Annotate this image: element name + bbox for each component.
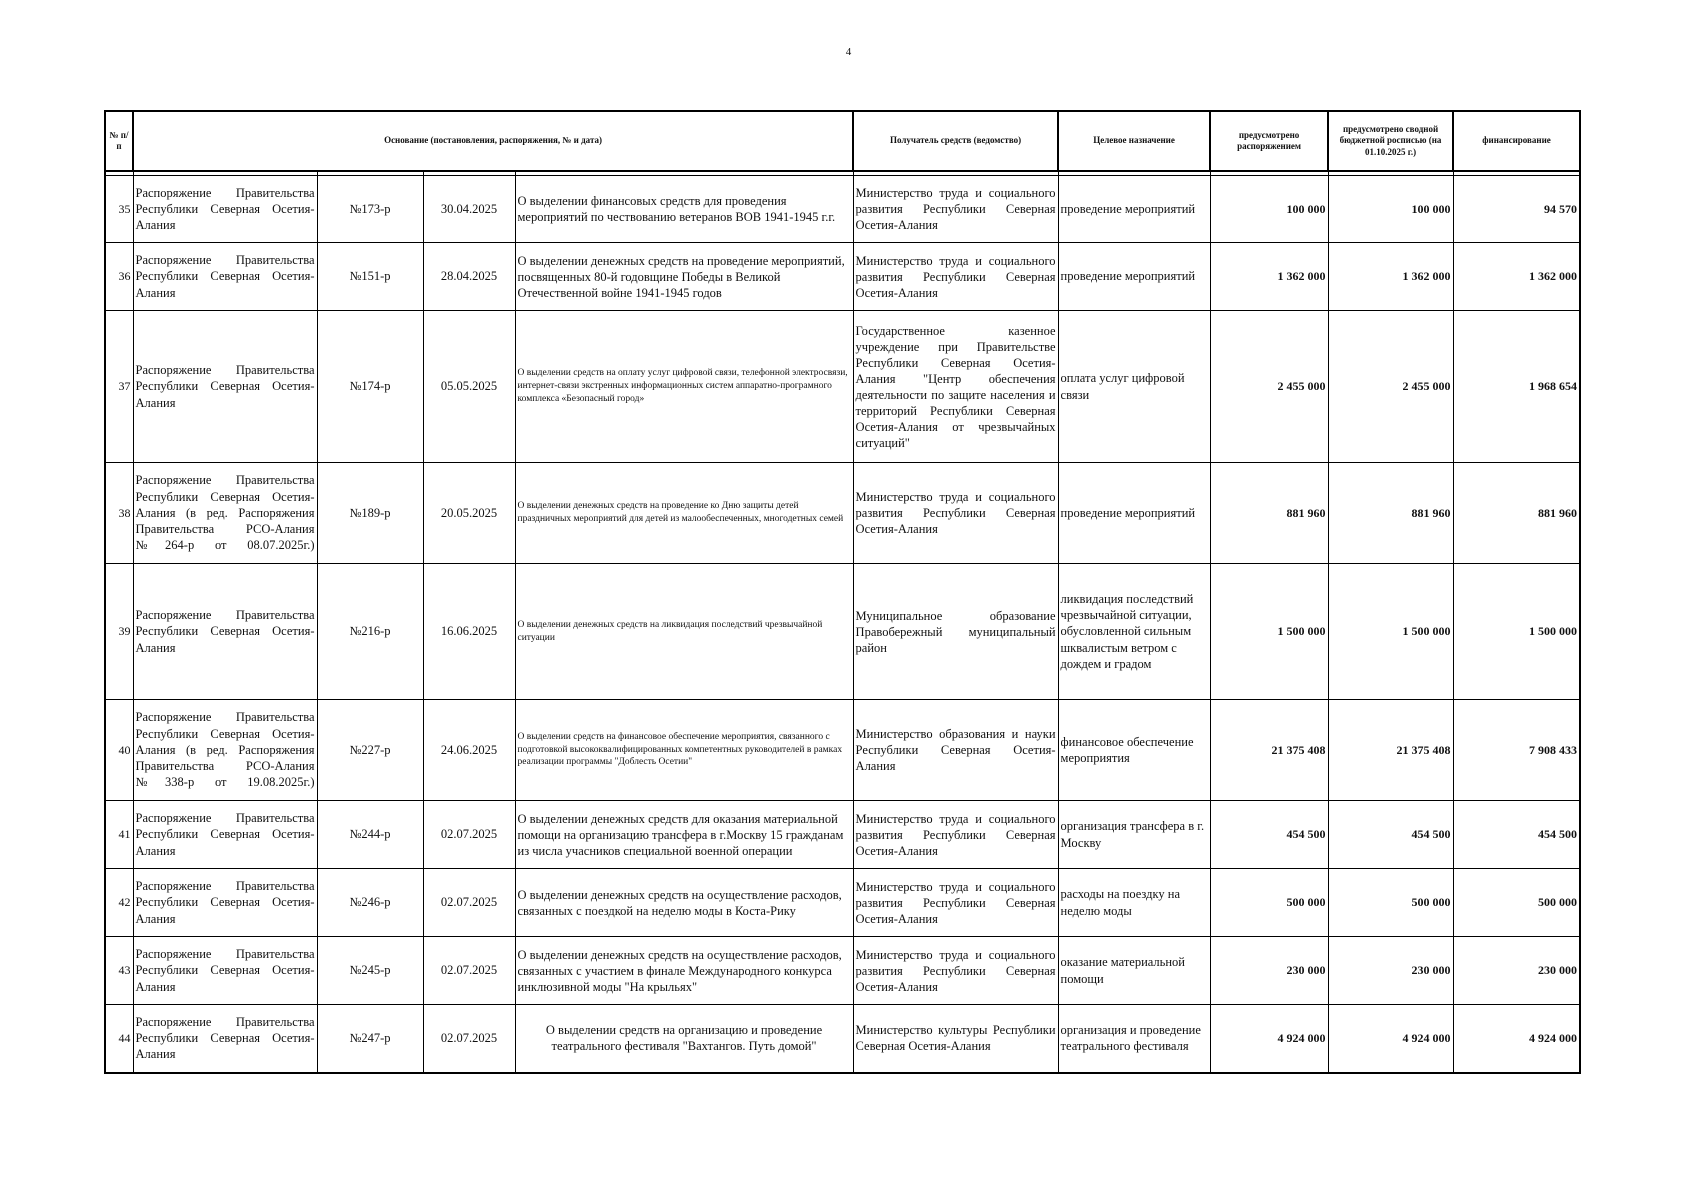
table-row [105, 700, 1580, 801]
basis-cell: Распоряжение Правительства Республики Северная Осетия-Алания [133, 176, 317, 243]
budget-amount: 881 960 [1328, 463, 1453, 564]
financing-amount: 7 908 433 [1453, 700, 1580, 801]
header-basis: Основание (постановления, распоряжения, № и дата) [133, 111, 853, 171]
row-number: 38 [105, 463, 133, 564]
table-row [105, 937, 1580, 1005]
planned-amount: 2 455 000 [1210, 311, 1328, 463]
budget-amount: 1 362 000 [1328, 243, 1453, 311]
recipient-cell: Министерство труда и социального развития Республики Северная Осетия-Алания [853, 176, 1058, 243]
document-number: №189-р [317, 463, 423, 564]
recipient-cell: Министерство культуры Республики Северная Осетия-Алания [853, 1005, 1058, 1073]
basis-cell: Распоряжение Правительства Республики Северная Осетия-Алания [133, 311, 317, 463]
financing-amount: 230 000 [1453, 937, 1580, 1005]
purpose-cell: ликвидация последствий чрезвычайной ситуации, обусловленной сильным шквалистым ветром с дождем и градом [1058, 564, 1210, 700]
basis-cell: Распоряжение Правительства Республики Северная Осетия-Алания [133, 937, 317, 1005]
recipient-cell: Министерство труда и социального развития Республики Северная Осетия-Алания [853, 801, 1058, 869]
basis-cell: Распоряжение Правительства Республики Северная Осетия-Алания [133, 801, 317, 869]
financing-amount: 4 924 000 [1453, 1005, 1580, 1073]
header-budget: предусмотрено сводной бюджетной росписью (на 01.10.2025 г.) [1328, 111, 1453, 171]
document-date: 24.06.2025 [423, 700, 515, 801]
recipient-cell: Министерство труда и социального развития Республики Северная Осетия-Алания [853, 243, 1058, 311]
budget-amount: 4 924 000 [1328, 1005, 1453, 1073]
page-number: 4 [845, 46, 852, 58]
budget-amount: 500 000 [1328, 869, 1453, 937]
basis-cell: Распоряжение Правительства Республики Северная Осетия-Алания (в ред. Распоряжения Правительства РСО-Алания №338-р от 19.08.2025г.) [133, 700, 317, 801]
planned-amount: 881 960 [1210, 463, 1328, 564]
recipient-cell: Государственное казенное учреждение при Правительстве Республики Северная Осетия-Алания "Центр обеспечения деятельности по защите населения и территорий Республики Северная Осетия-Алания от чрезвычайных ситуаций" [853, 311, 1058, 463]
table-row [105, 869, 1580, 937]
document-subject: О выделении денежных средств на осуществление расходов, связанных с поездкой на неделю моды в Коста-Рику [515, 869, 853, 937]
document-subject: О выделении средств на организацию и проведение театрального фестиваля "Вахтангов. Путь домой" [515, 1005, 853, 1073]
planned-amount: 100 000 [1210, 176, 1328, 243]
budget-amount: 2 455 000 [1328, 311, 1453, 463]
header-num: № п/п [105, 111, 133, 171]
financing-amount: 1 362 000 [1453, 243, 1580, 311]
row-number: 43 [105, 937, 133, 1005]
header-row [105, 111, 1580, 171]
document-number: №244-р [317, 801, 423, 869]
budget-amount: 100 000 [1328, 176, 1453, 243]
basis-cell: Распоряжение Правительства Республики Северная Осетия-Алания [133, 564, 317, 700]
planned-amount: 1 500 000 [1210, 564, 1328, 700]
header-planned: предусмотрено распоряжением [1210, 111, 1328, 171]
document-subject: О выделении денежных средств на проведение ко Дню защиты детей праздничных мероприятий для детей из малообеспеченных, многодетных семей [515, 463, 853, 564]
basis-cell: Распоряжение Правительства Республики Северная Осетия-Алания [133, 1005, 317, 1073]
recipient-cell: Муниципальное образование Правобережный муниципальный район [853, 564, 1058, 700]
document-subject: О выделении денежных средств на осуществление расходов, связанных с участием в финале Международного конкурса инклюзивной моды "На крыльях" [515, 937, 853, 1005]
financing-amount: 1 500 000 [1453, 564, 1580, 700]
row-number: 37 [105, 311, 133, 463]
recipient-cell: Министерство труда и социального развития Республики Северная Осетия-Алания [853, 463, 1058, 564]
purpose-cell: проведение мероприятий [1058, 463, 1210, 564]
planned-amount: 454 500 [1210, 801, 1328, 869]
table-row [105, 176, 1580, 243]
row-number: 36 [105, 243, 133, 311]
document-subject: О выделении финансовых средств для проведения мероприятий по чествованию ветеранов ВОВ 1941-1945 г.г. [515, 176, 853, 243]
document-number: №247-р [317, 1005, 423, 1073]
document-date: 05.05.2025 [423, 311, 515, 463]
planned-amount: 4 924 000 [1210, 1005, 1328, 1073]
document-number: №246-р [317, 869, 423, 937]
document-date: 30.04.2025 [423, 176, 515, 243]
allocations-table [104, 110, 1581, 1074]
purpose-cell: организация трансфера в г. Москву [1058, 801, 1210, 869]
financing-amount: 94 570 [1453, 176, 1580, 243]
purpose-cell: проведение мероприятий [1058, 176, 1210, 243]
row-number: 40 [105, 700, 133, 801]
document-date: 02.07.2025 [423, 801, 515, 869]
purpose-cell: проведение мероприятий [1058, 243, 1210, 311]
purpose-cell: оказание материальной помощи [1058, 937, 1210, 1005]
document-date: 20.05.2025 [423, 463, 515, 564]
purpose-cell: оплата услуг цифровой связи [1058, 311, 1210, 463]
document-subject: О выделении средств на оплату услуг цифровой связи, телефонной электросвязи, интернет-связи экстренных информационных систем аппаратно-програмного комплекса «Безопасный город» [515, 311, 853, 463]
document-date: 02.07.2025 [423, 937, 515, 1005]
financing-amount: 1 968 654 [1453, 311, 1580, 463]
document-date: 02.07.2025 [423, 1005, 515, 1073]
document-number: №227-р [317, 700, 423, 801]
header-recipient: Получатель средств (ведомство) [853, 111, 1058, 171]
planned-amount: 1 362 000 [1210, 243, 1328, 311]
recipient-cell: Министерство образования и науки Республики Северная Осетия-Алания [853, 700, 1058, 801]
row-number: 39 [105, 564, 133, 700]
document-number: №216-р [317, 564, 423, 700]
basis-cell: Распоряжение Правительства Республики Северная Осетия-Алания (в ред. Распоряжения Правительства РСО-Алания №264-р от 08.07.2025г.) [133, 463, 317, 564]
document-date: 16.06.2025 [423, 564, 515, 700]
table-row [105, 1005, 1580, 1073]
table-row [105, 311, 1580, 463]
budget-amount: 454 500 [1328, 801, 1453, 869]
table-row [105, 801, 1580, 869]
row-number: 42 [105, 869, 133, 937]
financing-amount: 881 960 [1453, 463, 1580, 564]
table-row [105, 564, 1580, 700]
planned-amount: 230 000 [1210, 937, 1328, 1005]
document-date: 02.07.2025 [423, 869, 515, 937]
basis-cell: Распоряжение Правительства Республики Северная Осетия-Алания [133, 869, 317, 937]
document-number: №173-р [317, 176, 423, 243]
table-row [105, 463, 1580, 564]
document-date: 28.04.2025 [423, 243, 515, 311]
purpose-cell: расходы на поездку на неделю моды [1058, 869, 1210, 937]
document-subject: О выделении денежных средств на проведение мероприятий, посвященных 80-й годовщине Победы в Великой Отечественной войне 1941-1945 годов [515, 243, 853, 311]
header-purpose: Целевое назначение [1058, 111, 1210, 171]
planned-amount: 500 000 [1210, 869, 1328, 937]
basis-cell: Распоряжение Правительства Республики Северная Осетия-Алания [133, 243, 317, 311]
budget-amount: 21 375 408 [1328, 700, 1453, 801]
purpose-cell: финансовое обеспечение мероприятия [1058, 700, 1210, 801]
document-number: №245-р [317, 937, 423, 1005]
recipient-cell: Министерство труда и социального развития Республики Северная Осетия-Алания [853, 869, 1058, 937]
planned-amount: 21 375 408 [1210, 700, 1328, 801]
table-row [105, 243, 1580, 311]
budget-amount: 230 000 [1328, 937, 1453, 1005]
row-number: 44 [105, 1005, 133, 1073]
recipient-cell: Министерство труда и социального развития Республики Северная Осетия-Алания [853, 937, 1058, 1005]
financing-amount: 454 500 [1453, 801, 1580, 869]
document-number: №174-р [317, 311, 423, 463]
document-subject: О выделении средств на финансовое обеспечение мероприятия, связанного с подготовкой высококвалифицированных компетентных руководителей в рамках реализации программы "Доблесть Осетии" [515, 700, 853, 801]
financing-amount: 500 000 [1453, 869, 1580, 937]
header-financing: финансирование [1453, 111, 1580, 171]
row-number: 35 [105, 176, 133, 243]
purpose-cell: организация и проведение театрального фестиваля [1058, 1005, 1210, 1073]
document-subject: О выделении денежных средств на ликвидация последствий чрезвычайной ситуации [515, 564, 853, 700]
document-number: №151-р [317, 243, 423, 311]
budget-amount: 1 500 000 [1328, 564, 1453, 700]
document-subject: О выделении денежных средств для оказания материальной помощи на организацию трансфера в г.Москву 15 гражданам из числа учасников специальной военной операции [515, 801, 853, 869]
row-number: 41 [105, 801, 133, 869]
